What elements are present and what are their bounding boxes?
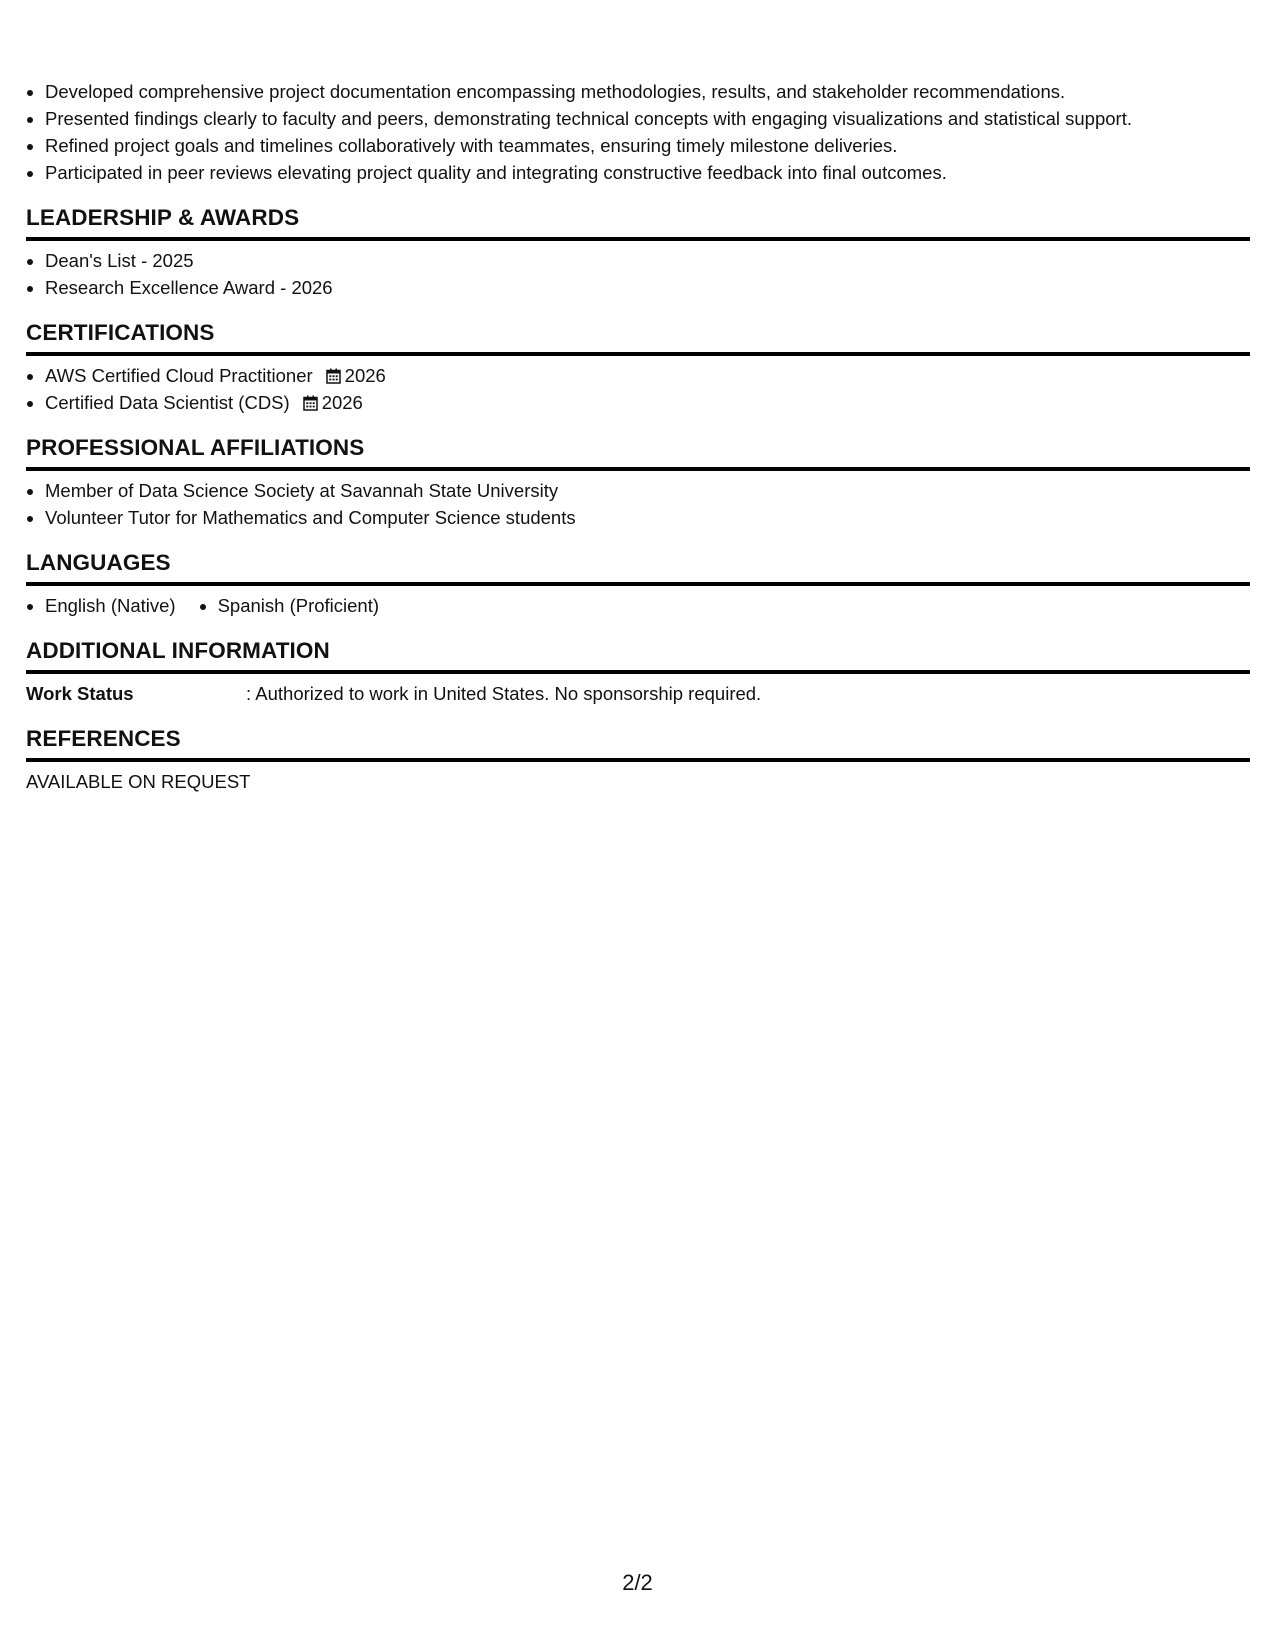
- list-item: • Research Excellence Award - 2026: [45, 274, 1250, 301]
- certifications-list: [26, 362, 1250, 416]
- references-section: [26, 725, 1250, 795]
- page-number: 2/2: [622, 1570, 653, 1595]
- languages-section: [26, 549, 1250, 619]
- list-item: • Spanish (Proficient): [218, 592, 379, 619]
- list-item: [45, 362, 1250, 389]
- section-title: LANGUAGES: [26, 549, 1250, 586]
- work-status-value: : Authorized to work in United States. No sponsorship required.: [246, 683, 762, 704]
- certification-name: AWS Certified Cloud Practitioner: [45, 365, 313, 386]
- affiliations-section: [26, 434, 1250, 531]
- languages-list: [26, 592, 1250, 619]
- section-title: CERTIFICATIONS: [26, 319, 1250, 356]
- work-status-label: Work Status: [26, 683, 134, 704]
- references-text: AVAILABLE ON REQUEST: [26, 771, 251, 792]
- list-item: [45, 389, 1250, 416]
- certification-year: 2026: [344, 365, 386, 386]
- affiliations-list: [26, 477, 1250, 531]
- section-title: LEADERSHIP & AWARDS: [26, 204, 1250, 241]
- calendar-icon: [303, 395, 318, 411]
- section-title: ADDITIONAL INFORMATION: [26, 637, 1250, 674]
- list-item: • Developed comprehensive project documentation encompassing methodologies, results, and stakeholder recommendations.: [45, 78, 1250, 105]
- section-title: PROFESSIONAL AFFILIATIONS: [26, 434, 1250, 471]
- list-item: • Volunteer Tutor for Mathematics and Computer Science students: [45, 504, 1250, 531]
- certifications-section: [26, 319, 1250, 416]
- certification-year: 2026: [321, 392, 363, 413]
- project-bullet-list: [26, 78, 1250, 186]
- list-item: • Member of Data Science Society at Savannah State University: [45, 477, 1250, 504]
- resume-page: [26, 78, 1250, 795]
- calendar-icon: [326, 368, 341, 384]
- leadership-section: [26, 204, 1250, 301]
- list-item: • Dean's List - 2025: [45, 247, 1250, 274]
- list-item: • Participated in peer reviews elevating project quality and integrating constructive feedback into final outcomes.: [45, 159, 1250, 186]
- section-title: REFERENCES: [26, 725, 1250, 762]
- certification-name: Certified Data Scientist (CDS): [45, 392, 290, 413]
- leadership-list: [26, 247, 1250, 301]
- list-item: • English (Native): [45, 592, 176, 619]
- work-status-row: [26, 680, 1250, 707]
- list-item: • Presented findings clearly to faculty and peers, demonstrating technical concepts with engaging visualizations and statistical support.: [45, 105, 1250, 132]
- list-item: • Refined project goals and timelines collaboratively with teammates, ensuring timely milestone deliveries.: [45, 132, 1250, 159]
- additional-info-section: [26, 637, 1250, 707]
